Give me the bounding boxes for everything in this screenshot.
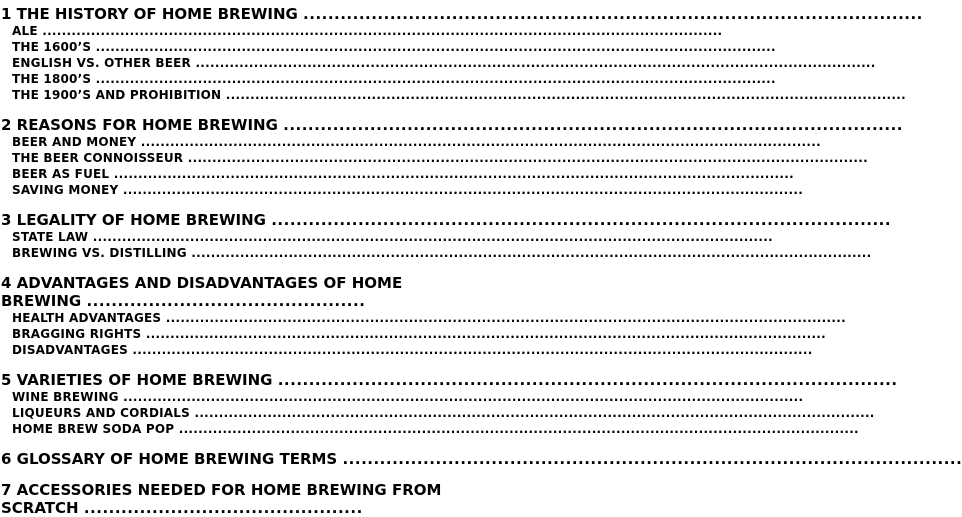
toc-subsection[interactable] <box>0 55 876 71</box>
chapter-number: 2 <box>1 116 12 134</box>
leader-dots: .................................................................................................... <box>342 450 962 468</box>
toc-subsection[interactable] <box>0 326 827 342</box>
leader-dots: .................................................................................................... <box>277 371 898 389</box>
leader-dots: .................................................................................................... <box>271 211 892 229</box>
subsection-title: SAVING MONEY <box>12 183 119 197</box>
chapter-number: 7 <box>1 481 12 499</box>
leader-dots: ............................................................................................................................................ <box>183 151 868 165</box>
subsection-title: STATE LAW <box>12 230 89 244</box>
chapter-number: 3 <box>1 211 12 229</box>
leader-dots: ............................................................................................................................................ <box>88 230 773 244</box>
subsection-title: THE 1800’S <box>12 72 92 86</box>
chapter-title: THE HISTORY OF HOME BREWING <box>16 5 298 23</box>
toc-subsection[interactable] <box>0 150 868 166</box>
chapter-heading[interactable] <box>0 211 892 229</box>
toc-chapter <box>0 450 962 468</box>
subsection-title: BRAGGING RIGHTS <box>12 327 142 341</box>
subsection-title: BREWING VS. DISTILLING <box>12 246 187 260</box>
toc-subsection[interactable] <box>0 39 776 55</box>
leader-dots: ............................................................................................................................................ <box>136 135 821 149</box>
subsection-title: DISADVANTAGES <box>12 343 128 357</box>
chapter-number: 5 <box>1 371 12 389</box>
leader-dots: ............................................................................................................................................ <box>189 406 875 420</box>
toc-subsection[interactable] <box>0 389 804 405</box>
toc-subsection[interactable] <box>0 23 723 39</box>
leader-dots: ............................................................................................................................................ <box>91 72 776 86</box>
chapter-number: 4 <box>1 274 12 292</box>
leader-dots: ............................................................................................................................................ <box>37 24 723 38</box>
subsection-title: BEER AS FUEL <box>12 167 110 181</box>
chapter-title: VARIETIES OF HOME BREWING <box>16 371 273 389</box>
toc-chapter <box>0 481 451 517</box>
leader-dots: ............................................................................................................................................ <box>141 327 827 341</box>
subsection-title: ALE <box>12 24 38 38</box>
toc-chapter <box>0 211 892 261</box>
toc-subsection[interactable] <box>0 166 794 182</box>
chapter-heading[interactable] <box>0 450 962 468</box>
subsection-title: HOME BREW SODA POP <box>12 422 175 436</box>
subsection-title: THE 1900’S AND PROHIBITION <box>12 88 222 102</box>
subsection-title: WINE BREWING <box>12 390 119 404</box>
chapter-number: 1 <box>1 5 12 23</box>
leader-dots: ............................................................................................................................................ <box>190 56 876 70</box>
chapter-title: ACCESSORIES NEEDED FOR HOME BREWING FROM SCRATCH <box>1 481 442 517</box>
leader-dots: ............................................. <box>86 292 366 310</box>
leader-dots: ............................................................................................................................................ <box>127 343 813 357</box>
subsection-title: LIQUEURS AND CORDIALS <box>12 406 190 420</box>
chapter-heading[interactable] <box>0 5 923 23</box>
chapter-title: GLOSSARY OF HOME BREWING TERMS <box>16 450 338 468</box>
leader-dots: .................................................................................................... <box>283 116 903 134</box>
leader-dots: ............................................................................................................................................ <box>109 167 794 181</box>
leader-dots: .................................................................................................... <box>303 5 923 23</box>
toc-chapter <box>0 116 903 198</box>
leader-dots: ............................................................................................................................................ <box>91 40 776 54</box>
leader-dots: ............................................................................................................................................ <box>186 246 872 260</box>
chapter-heading[interactable] <box>0 481 451 517</box>
toc-subsection[interactable] <box>0 245 872 261</box>
toc-subsection[interactable] <box>0 421 859 437</box>
chapter-title: LEGALITY OF HOME BREWING <box>16 211 266 229</box>
leader-dots: ............................................................................................................................................ <box>118 183 804 197</box>
chapter-heading[interactable] <box>0 371 898 389</box>
chapter-heading[interactable] <box>0 116 903 134</box>
toc-chapter <box>0 371 898 437</box>
subsection-title: HEALTH ADVANTAGES <box>12 311 162 325</box>
toc-subsection[interactable] <box>0 134 821 150</box>
toc-subsection[interactable] <box>0 71 776 87</box>
leader-dots: ............................................................................................................................................ <box>118 390 804 404</box>
toc-subsection[interactable] <box>0 182 804 198</box>
toc-subsection[interactable] <box>0 405 875 421</box>
chapter-title: ADVANTAGES AND DISADVANTAGES OF HOME BREWING <box>1 274 403 310</box>
subsection-title: THE 1600’S <box>12 40 92 54</box>
chapter-title: REASONS FOR HOME BREWING <box>16 116 278 134</box>
toc-subsection[interactable] <box>0 229 773 245</box>
leader-dots: ............................................................................................................................................ <box>221 88 906 102</box>
toc-subsection[interactable] <box>0 310 846 326</box>
leader-dots: ............................................. <box>83 499 363 517</box>
toc-subsection[interactable] <box>0 342 813 358</box>
subsection-title: THE BEER CONNOISSEUR <box>12 151 184 165</box>
leader-dots: ............................................................................................................................................ <box>161 311 846 325</box>
toc-subsection[interactable] <box>0 87 906 103</box>
subsection-title: BEER AND MONEY <box>12 135 137 149</box>
chapter-heading[interactable] <box>0 274 451 310</box>
chapter-number: 6 <box>1 450 12 468</box>
toc-chapter <box>0 5 923 103</box>
toc-chapter <box>0 274 846 358</box>
leader-dots: ............................................................................................................................................ <box>174 422 859 436</box>
subsection-title: ENGLISH VS. OTHER BEER <box>12 56 191 70</box>
